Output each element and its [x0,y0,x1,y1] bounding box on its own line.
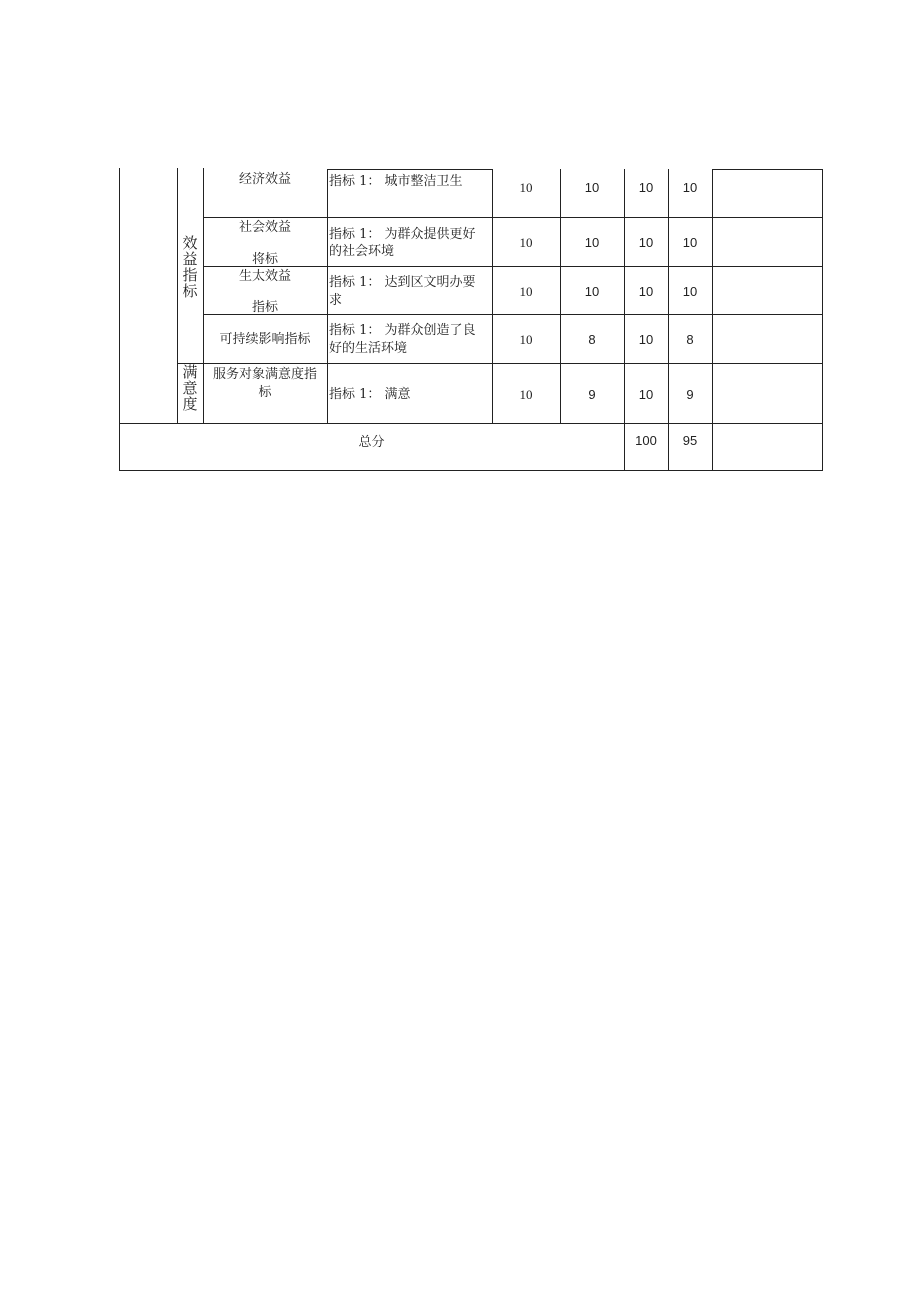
table-cell-weight: 10 [519,332,533,347]
group-label-satisfaction: 满意度 [182,363,198,413]
table-cell-category: 将标 [251,252,278,267]
table-cell-weight: 10 [519,284,533,299]
total-full: 100 [635,433,657,448]
table-cell-category: 经济效益 [238,172,291,187]
table-cell-category: 可持续影响指标 [219,332,311,347]
table-cell-weight: 10 [519,235,533,250]
table-cell-result: 9 [686,387,694,402]
table-cell-result: 10 [682,235,698,250]
table-cell-indicator: 指标 1： 满意 [329,387,411,402]
table-row-sep [119,423,823,424]
table-col-sep [668,169,669,471]
table-cell-indicator: 求 [329,293,343,308]
group-label-benefit: 效益指标 [182,234,198,300]
table-col-sep [177,168,178,424]
table-cell-full: 10 [638,332,654,347]
table-cell-indicator: 指标 1： 达到区文明办要 [329,275,476,290]
table-cell-score: 10 [584,284,600,299]
table-cell-full: 10 [638,180,654,195]
table-cell-score: 8 [588,332,596,347]
table-cell-indicator: 的社会环境 [329,244,395,259]
total-label: 总分 [358,435,385,450]
table-cell-score: 9 [588,387,596,402]
table-col-sep [624,169,625,471]
table-row-sep [177,363,823,364]
table-border-left [119,168,120,471]
table-cell-result: 10 [682,284,698,299]
table-cell-score: 10 [584,235,600,250]
table-border-right [822,169,823,471]
table-cell-score: 10 [584,180,600,195]
table-cell-category: 服务对象满意度指 [212,367,317,382]
table-col-sep [712,169,713,471]
table-cell-full: 10 [638,387,654,402]
table-cell-indicator: 指标 1： 为群众创造了良 [329,323,476,338]
table-border-bottom [119,470,823,471]
table-cell-indicator: 好的生活环境 [329,341,408,356]
table-col-sep [327,169,328,424]
table-row-sep [203,217,823,218]
table-cell-full: 10 [638,235,654,250]
table-row-sep [712,169,823,170]
table-cell-full: 10 [638,284,654,299]
table-row-sep [327,169,493,170]
table-cell-result: 10 [682,180,698,195]
table-cell-category: 社会效益 [238,220,291,235]
total-result: 95 [682,433,698,448]
table-cell-category: 指标 [251,300,278,315]
table-cell-weight: 10 [519,180,533,195]
table-cell-category: 标 [258,385,272,400]
table-cell-weight: 10 [519,387,533,402]
table-cell-category: 生太效益 [238,269,291,284]
table-cell-indicator: 指标 1： 为群众提供更好 [329,227,476,242]
table-cell-indicator: 指标 1： 城市整洁卫生 [329,174,463,189]
table-cell-result: 8 [686,332,694,347]
